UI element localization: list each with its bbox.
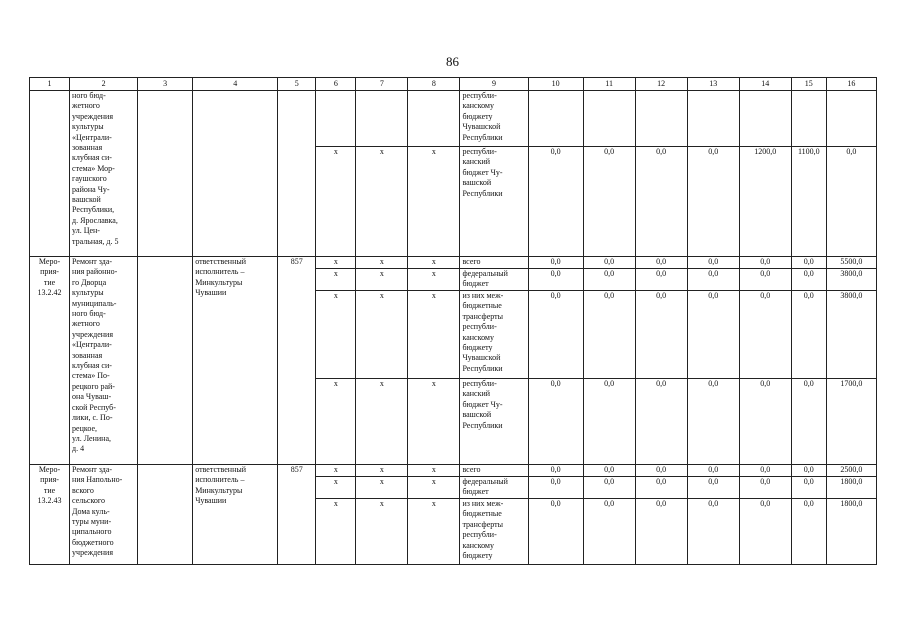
cell: х xyxy=(356,477,408,499)
activity-name-cell xyxy=(70,91,138,257)
cell xyxy=(316,91,356,147)
col-header: 9 xyxy=(460,78,528,91)
col-header: 14 xyxy=(739,78,791,91)
value-cell: 0,0 xyxy=(635,477,687,499)
cell xyxy=(356,91,408,147)
cell: х xyxy=(408,465,460,477)
value-cell: 1200,0 xyxy=(739,147,791,257)
cell: х xyxy=(356,499,408,565)
funding-source xyxy=(460,465,528,477)
value-cell: 0,0 xyxy=(583,477,635,499)
col-header: 8 xyxy=(408,78,460,91)
funding-source xyxy=(460,379,528,465)
funding-source-text: из них меж- бюджетные трансферты республи- канскому бюджету xyxy=(462,499,504,561)
value-cell: 0,0 xyxy=(528,465,583,477)
cell: х xyxy=(408,291,460,379)
cell xyxy=(583,91,635,147)
funding-source xyxy=(460,269,528,291)
funding-source-text: федеральный бюджет xyxy=(462,477,508,497)
funding-source-text: из них меж- бюджетные трансферты республи- канскому бюджету Чувашской Республики xyxy=(462,291,504,373)
cell: х xyxy=(356,269,408,291)
value-cell: 0,0 xyxy=(687,379,739,465)
value-cell: 0,0 xyxy=(739,465,791,477)
value-cell: 0,0 xyxy=(528,499,583,565)
funding-source-text: всего xyxy=(462,465,481,474)
cell: х xyxy=(356,379,408,465)
table-row xyxy=(30,257,877,269)
value-cell: 0,0 xyxy=(528,379,583,465)
executor-cell xyxy=(193,257,278,465)
col-header: 4 xyxy=(193,78,278,91)
value-cell: 0,0 xyxy=(583,147,635,257)
activity-label-cell xyxy=(30,465,70,565)
value-cell: 0,0 xyxy=(791,379,826,465)
value-cell: 1800,0 xyxy=(826,477,876,499)
value-cell: 1800,0 xyxy=(826,499,876,565)
value-cell: 0,0 xyxy=(739,379,791,465)
table-row xyxy=(30,465,877,477)
value-cell: 0,0 xyxy=(635,465,687,477)
cell xyxy=(687,91,739,147)
col-header: 16 xyxy=(826,78,876,91)
value-cell: 0,0 xyxy=(635,499,687,565)
value-cell: 0,0 xyxy=(583,257,635,269)
col-header: 15 xyxy=(791,78,826,91)
value-cell: 0,0 xyxy=(528,291,583,379)
value-cell: 0,0 xyxy=(687,477,739,499)
executor-cell xyxy=(193,465,278,565)
col-header: 7 xyxy=(356,78,408,91)
col-header: 6 xyxy=(316,78,356,91)
value-cell: 0,0 xyxy=(528,477,583,499)
value-cell: 0,0 xyxy=(528,147,583,257)
funding-source-text: федеральный бюджет xyxy=(462,269,508,289)
value-cell: 0,0 xyxy=(528,257,583,269)
cell: х xyxy=(408,499,460,565)
code-cell: 857 xyxy=(278,257,316,465)
value-cell: 0,0 xyxy=(635,147,687,257)
cell: х xyxy=(316,465,356,477)
activity-name-cell xyxy=(70,465,138,565)
cell: х xyxy=(316,257,356,269)
value-cell: 5500,0 xyxy=(826,257,876,269)
value-cell: 0,0 xyxy=(635,257,687,269)
cell: х xyxy=(356,465,408,477)
empty-cell xyxy=(138,257,193,465)
value-cell: 0,0 xyxy=(826,147,876,257)
value-cell: 2500,0 xyxy=(826,465,876,477)
value-cell: 0,0 xyxy=(791,465,826,477)
cell xyxy=(528,91,583,147)
col-header: 12 xyxy=(635,78,687,91)
value-cell: 0,0 xyxy=(791,257,826,269)
value-cell: 0,0 xyxy=(687,291,739,379)
funding-source xyxy=(460,257,528,269)
empty-cell xyxy=(138,91,193,257)
value-cell: 0,0 xyxy=(687,257,739,269)
value-cell: 0,0 xyxy=(583,465,635,477)
activity-label-cell xyxy=(30,91,70,257)
col-header: 10 xyxy=(528,78,583,91)
cell xyxy=(791,91,826,147)
value-cell: 0,0 xyxy=(583,379,635,465)
cell: х xyxy=(316,147,356,257)
cell: х xyxy=(408,147,460,257)
cell: х xyxy=(316,499,356,565)
value-cell: 1700,0 xyxy=(826,379,876,465)
cell: х xyxy=(316,269,356,291)
value-cell: 0,0 xyxy=(739,499,791,565)
value-cell: 3800,0 xyxy=(826,291,876,379)
cell: х xyxy=(356,291,408,379)
funding-source xyxy=(460,91,528,147)
cell: х xyxy=(316,379,356,465)
cell: х xyxy=(356,147,408,257)
value-cell: 0,0 xyxy=(687,147,739,257)
value-cell: 0,0 xyxy=(635,269,687,291)
cell: х xyxy=(316,477,356,499)
value-cell: 0,0 xyxy=(791,499,826,565)
activity-name: ного бюд- жетного учреждения культуры «Централи- зованная клубная си- стема» Мор- гаушского района Чу- вашской Республики, д. Ярославка, ул. Цен- тральная, д. 5 xyxy=(72,91,119,246)
column-numbers-row xyxy=(30,78,877,91)
page-number: 86 xyxy=(446,54,459,69)
cell: х xyxy=(408,477,460,499)
value-cell: 0,0 xyxy=(791,269,826,291)
col-header: 11 xyxy=(583,78,635,91)
value-cell: 0,0 xyxy=(635,379,687,465)
funding-source xyxy=(460,291,528,379)
activity-label: Меро- прия- тие 13.2.42 xyxy=(37,257,62,298)
value-cell: 3800,0 xyxy=(826,269,876,291)
activity-label: Меро- прия- тие 13.2.43 xyxy=(37,465,62,506)
col-header: 5 xyxy=(278,78,316,91)
executor-text: ответственный исполнитель – Минкультуры Чувашии xyxy=(195,257,246,298)
value-cell: 0,0 xyxy=(791,291,826,379)
value-cell: 0,0 xyxy=(583,269,635,291)
funding-source-text: республи- канский бюджет Чу- вашской Республики xyxy=(462,379,503,430)
col-header: 1 xyxy=(30,78,70,91)
value-cell: 0,0 xyxy=(739,477,791,499)
cell: х xyxy=(408,257,460,269)
empty-cell xyxy=(138,465,193,565)
value-cell: 0,0 xyxy=(687,465,739,477)
executor-cell xyxy=(193,91,278,257)
funding-source xyxy=(460,477,528,499)
value-cell: 0,0 xyxy=(739,257,791,269)
funding-source xyxy=(460,147,528,257)
value-cell: 0,0 xyxy=(528,269,583,291)
activity-label-cell xyxy=(30,257,70,465)
value-cell: 0,0 xyxy=(687,269,739,291)
value-cell: 0,0 xyxy=(791,477,826,499)
cell: х xyxy=(408,379,460,465)
value-cell: 0,0 xyxy=(739,291,791,379)
col-header: 2 xyxy=(70,78,138,91)
funding-source-text: всего xyxy=(462,257,481,266)
cell xyxy=(826,91,876,147)
cell: х xyxy=(356,257,408,269)
value-cell: 0,0 xyxy=(583,291,635,379)
cell xyxy=(408,91,460,147)
funding-source xyxy=(460,499,528,565)
activity-name: Ремонт зда- ния районно- го Дворца культуры муниципаль- ного бюд- жетного учреждения «Централи- зованная клубная си- стема» По- рецкого рай- она Чуваш- ской Респуб- лики, с. По- рецкое, ул. Ленина, д. 4 xyxy=(72,257,118,454)
executor-text: ответственный исполнитель – Минкультуры Чувашии xyxy=(195,465,246,506)
col-header: 3 xyxy=(138,78,193,91)
code-cell: 857 xyxy=(278,465,316,565)
funding-source-text: республи- канскому бюджету Чувашской Республики xyxy=(462,91,503,142)
value-cell: 1100,0 xyxy=(791,147,826,257)
col-header: 13 xyxy=(687,78,739,91)
code-cell xyxy=(278,91,316,257)
value-cell: 0,0 xyxy=(635,291,687,379)
table-row xyxy=(30,91,877,147)
activity-name: Ремонт зда- ния Напольно- вского сельского Дома куль- туры муни- ципального бюджетного учреждения xyxy=(72,465,123,558)
value-cell: 0,0 xyxy=(687,499,739,565)
cell: х xyxy=(408,269,460,291)
cell xyxy=(635,91,687,147)
budget-table xyxy=(29,77,877,565)
value-cell: 0,0 xyxy=(739,269,791,291)
value-cell: 0,0 xyxy=(583,499,635,565)
funding-source-text: республи- канский бюджет Чу- вашской Республики xyxy=(462,147,503,198)
cell: х xyxy=(316,291,356,379)
cell xyxy=(739,91,791,147)
activity-name-cell xyxy=(70,257,138,465)
